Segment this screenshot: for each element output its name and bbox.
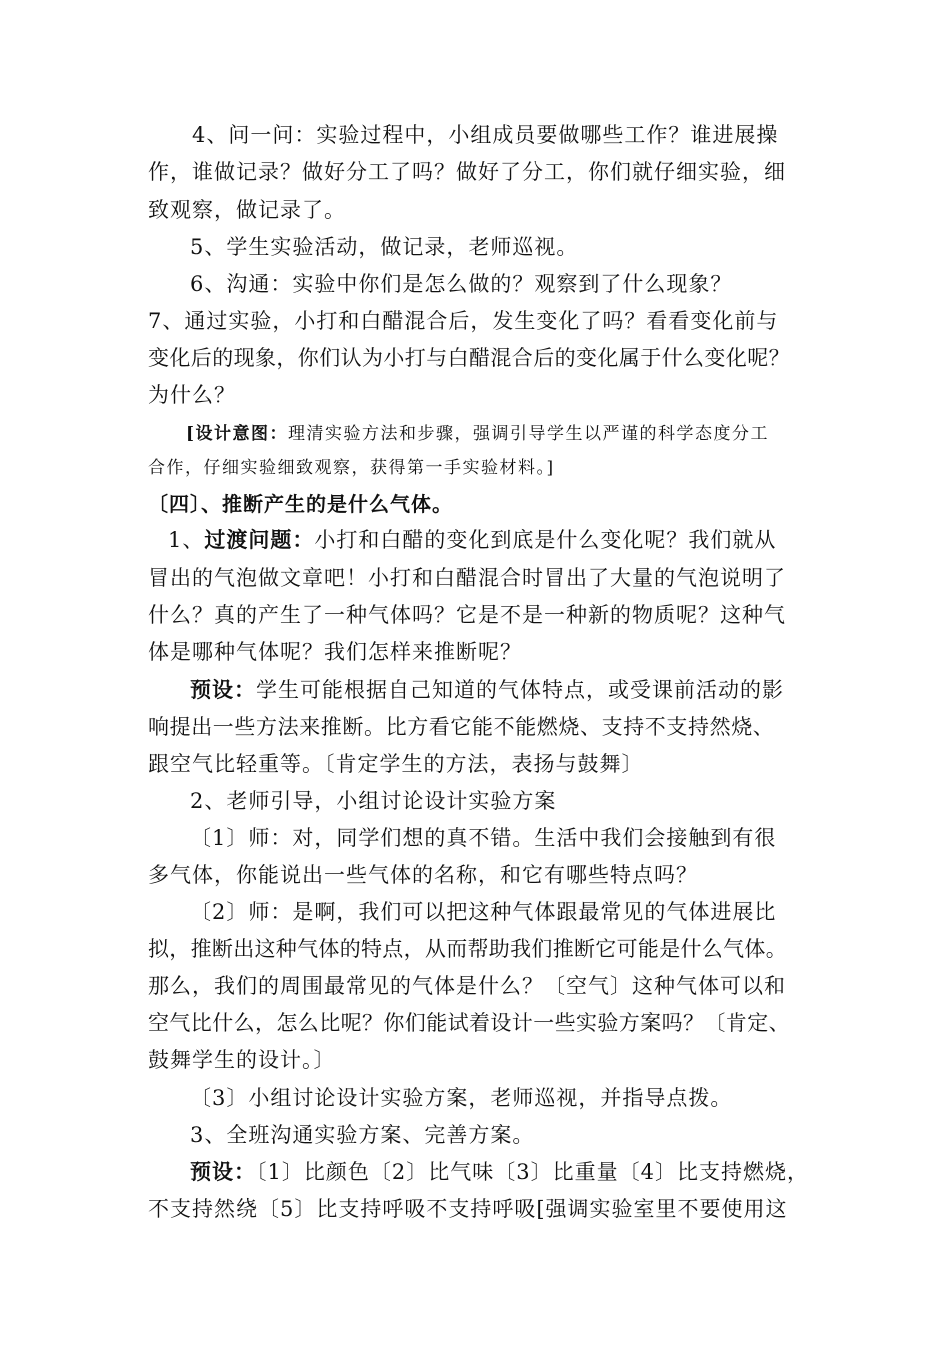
paragraph-4-line-3: 致观察，做记录了。	[148, 198, 346, 222]
question-3: 3、全班沟通实验方案、完善方案。	[190, 1123, 535, 1147]
question-2-1-line-2: 多气体，你能说出一些气体的名称，和它有哪些特点吗？	[148, 863, 698, 887]
question-2-2-line-5: 鼓舞学生的设计。〕	[148, 1048, 336, 1072]
paragraph-7-line-2: 变化后的现象，你们认为小打与白醋混合后的变化属于什么变化呢？	[148, 346, 790, 370]
question-1-line-3: 什么？真的产生了一种气体吗？它是不是一种新的物质呢？这种气	[148, 603, 786, 627]
question-1-line-4: 体是哪种气体呢？我们怎样来推断呢？	[148, 640, 522, 664]
question-2-2-line-1: 〔2〕师：是啊，我们可以把这种气体跟最常见的气体进展比	[190, 900, 777, 924]
question-1-line-1	[148, 526, 818, 554]
question-1-line-2: 冒出的气泡做文章吧！小打和白醋混合时冒出了大量的气泡说明了	[148, 566, 786, 590]
question-2: 2、老师引导，小组讨论设计实验方案	[190, 789, 557, 813]
paragraph-5: 5、学生实验活动，做记录，老师巡视。	[190, 235, 579, 259]
question-1-prefix: 1、	[168, 528, 205, 552]
question-1-label: 过渡问题：	[204, 527, 315, 552]
preset-1-line-3: 跟空气比轻重等。〔肯定学生的方法，表扬与鼓舞〕	[148, 752, 644, 776]
question-2-2-line-4: 空气比什么，怎么比呢？你们能试着设计一些实验方案吗？〔肯定、	[148, 1011, 790, 1035]
preset-2-line-1	[148, 1158, 818, 1186]
question-2-3: 〔3〕小组讨论设计实验方案，老师巡视，并指导点拨。	[190, 1086, 733, 1110]
design-intent-line-2: 合作，仔细实验细致观察，获得第一手实验材料。]	[148, 458, 555, 478]
design-intent-line-1	[148, 420, 818, 448]
preset-2-text-1: 〔1〕比颜色〔2〕比气味〔3〕比重量〔4〕比支持燃烧，	[256, 1160, 809, 1184]
preset-1-line-1	[148, 676, 818, 704]
design-intent-label: [设计意图：	[186, 424, 289, 444]
preset-1-line-2: 响提出一些方法来推断。比方看它能不能燃烧、支持不支持然烧、	[148, 715, 775, 739]
preset-1-label: 预设：	[190, 677, 256, 702]
design-intent-text-1: 理清实验方法和步骤，强调引导学生以严谨的科学态度分工	[288, 424, 770, 444]
question-2-2-line-2: 拟，推断出这种气体的特点，从而帮助我们推断它可能是什么气体。	[148, 937, 787, 961]
paragraph-4-line-1: 4、问一问：实验过程中，小组成员要做哪些工作？谁进展操	[192, 123, 779, 147]
preset-1-text-1: 学生可能根据自己知道的气体特点，或受课前活动的影	[256, 678, 784, 702]
paragraph-4-line-2: 作，谁做记录？做好分工了吗？做好了分工，你们就仔细实验，细	[148, 160, 786, 184]
paragraph-7-line-1: 7、通过实验，小打和白醋混合后，发生变化了吗？看看变化前与	[148, 309, 779, 333]
preset-2-label: 预设：	[190, 1159, 256, 1184]
question-2-2-line-3: 那么，我们的周围最常见的气体是什么？〔空气〕这种气体可以和	[148, 974, 786, 998]
paragraph-7-line-3: 为什么？	[148, 383, 236, 407]
preset-2-line-2: 不支持然绕〔5〕比支持呼吸不支持呼吸[强调实验室里不要使用这	[148, 1197, 788, 1221]
section-4-heading: 〔四〕、推断产生的是什么气体。	[148, 492, 453, 516]
question-2-1-line-1: 〔1〕师：对，同学们想的真不错。生活中我们会接触到有很	[190, 826, 777, 850]
question-1-text-1: 小打和白醋的变化到底是什么变化呢？我们就从	[314, 528, 777, 552]
paragraph-6: 6、沟通：实验中你们是怎么做的？观察到了什么现象？	[190, 272, 733, 296]
